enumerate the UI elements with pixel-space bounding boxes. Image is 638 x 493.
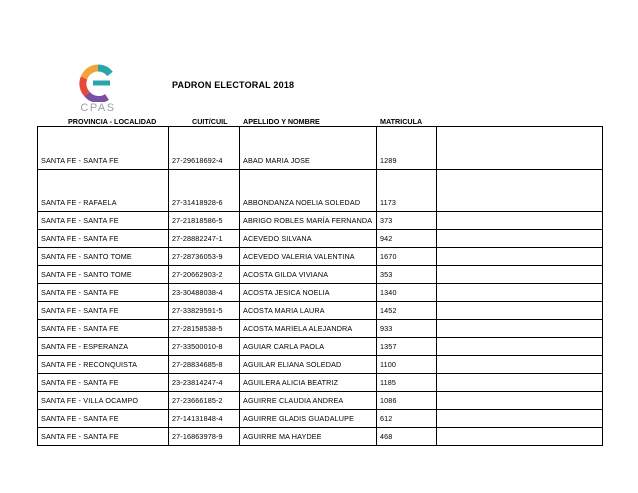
cell-nombre: ACEVEDO VALERIA VALENTINA: [240, 248, 377, 266]
header-matricula: MATRICULA: [380, 117, 423, 126]
cell-matricula: 1173: [377, 170, 437, 212]
table-row: [38, 170, 603, 212]
cell-matricula: 1340: [377, 284, 437, 302]
cell-provincia: SANTA FE - SANTA FE: [38, 127, 169, 170]
cell-matricula: 1086: [377, 392, 437, 410]
cell-cuit: 27-16863978-9: [169, 428, 240, 446]
cell-provincia: SANTA FE - SANTA FE: [38, 428, 169, 446]
cell-empty: [437, 230, 603, 248]
cell-cuit: 27-28158538-5: [169, 320, 240, 338]
cell-nombre: AGUIAR CARLA PAOLA: [240, 338, 377, 356]
table-row: [38, 356, 603, 374]
cell-nombre: ACOSTA MARIA LAURA: [240, 302, 377, 320]
table-row: [38, 428, 603, 446]
cell-nombre: ACEVEDO SILVANA: [240, 230, 377, 248]
cell-matricula: 1100: [377, 356, 437, 374]
table-row: [38, 266, 603, 284]
cell-empty: [437, 127, 603, 170]
table-row: [38, 392, 603, 410]
cell-matricula: 1452: [377, 302, 437, 320]
table-row: [38, 374, 603, 392]
table-row: [38, 212, 603, 230]
cell-cuit: 27-33500010-8: [169, 338, 240, 356]
cell-provincia: SANTA FE - SANTA FE: [38, 302, 169, 320]
cell-provincia: SANTA FE - SANTA FE: [38, 320, 169, 338]
padron-table: [37, 126, 603, 446]
cell-empty: [437, 356, 603, 374]
table-row: [38, 248, 603, 266]
header-provincia: PROVINCIA - LOCALIDAD: [68, 117, 157, 126]
table-row: [38, 230, 603, 248]
header-cuit: CUIT/CUIL: [192, 117, 228, 126]
cell-matricula: 933: [377, 320, 437, 338]
cell-nombre: ACOSTA GILDA VIVIANA: [240, 266, 377, 284]
cell-nombre: AGUIRRE GLADIS GUADALUPE: [240, 410, 377, 428]
cell-nombre: AGUILERA ALICIA BEATRIZ: [240, 374, 377, 392]
cell-cuit: 27-21818586-5: [169, 212, 240, 230]
page-title: PADRON ELECTORAL 2018: [172, 80, 295, 90]
cell-empty: [437, 284, 603, 302]
cell-cuit: 27-23666185-2: [169, 392, 240, 410]
cell-empty: [437, 266, 603, 284]
cpas-logo: [70, 64, 126, 118]
cell-matricula: 1357: [377, 338, 437, 356]
header-nombre: APELLIDO Y NOMBRE: [243, 117, 320, 126]
cell-matricula: 1185: [377, 374, 437, 392]
cell-nombre: ABRIGO ROBLES MARÍA FERNANDA: [240, 212, 377, 230]
table-row: [38, 410, 603, 428]
cell-provincia: SANTA FE - SANTA FE: [38, 212, 169, 230]
table-row: [38, 302, 603, 320]
cell-empty: [437, 410, 603, 428]
cell-cuit: 27-28736053-9: [169, 248, 240, 266]
cell-provincia: SANTA FE - RECONQUISTA: [38, 356, 169, 374]
cell-empty: [437, 374, 603, 392]
cell-cuit: 27-20662903-2: [169, 266, 240, 284]
cell-matricula: 1670: [377, 248, 437, 266]
cell-empty: [437, 248, 603, 266]
cell-cuit: 27-28882247-1: [169, 230, 240, 248]
cell-cuit: 27-33829591-5: [169, 302, 240, 320]
cell-provincia: SANTA FE - SANTA FE: [38, 374, 169, 392]
cell-empty: [437, 320, 603, 338]
cell-matricula: 373: [377, 212, 437, 230]
logo-text: CPAS: [80, 102, 116, 114]
cpas-logo-icon: [77, 64, 119, 102]
table-row: [38, 338, 603, 356]
cell-nombre: AGUIRRE MA HAYDEE: [240, 428, 377, 446]
cell-nombre: ACOSTA MARIELA ALEJANDRA: [240, 320, 377, 338]
cell-provincia: SANTA FE - SANTA FE: [38, 230, 169, 248]
cell-empty: [437, 302, 603, 320]
cell-empty: [437, 170, 603, 212]
cell-matricula: 1289: [377, 127, 437, 170]
cell-matricula: 942: [377, 230, 437, 248]
cell-empty: [437, 338, 603, 356]
cell-provincia: SANTA FE - ESPERANZA: [38, 338, 169, 356]
cell-cuit: 27-29618692-4: [169, 127, 240, 170]
cell-empty: [437, 428, 603, 446]
cell-provincia: SANTA FE - SANTO TOME: [38, 248, 169, 266]
cell-provincia: SANTA FE - RAFAELA: [38, 170, 169, 212]
cell-matricula: 353: [377, 266, 437, 284]
cell-nombre: ACOSTA JESICA NOELIA: [240, 284, 377, 302]
cell-cuit: 23-30488038-4: [169, 284, 240, 302]
cell-nombre: AGUIRRE CLAUDIA ANDREA: [240, 392, 377, 410]
cell-provincia: SANTA FE - SANTA FE: [38, 410, 169, 428]
table-row: [38, 127, 603, 170]
cell-nombre: ABAD MARIA JOSE: [240, 127, 377, 170]
cell-provincia: SANTA FE - SANTO TOME: [38, 266, 169, 284]
cell-matricula: 612: [377, 410, 437, 428]
cell-cuit: 27-31418928-6: [169, 170, 240, 212]
cell-empty: [437, 392, 603, 410]
cell-provincia: SANTA FE - VILLA OCAMPO: [38, 392, 169, 410]
cell-cuit: 27-14131848-4: [169, 410, 240, 428]
table-row: [38, 320, 603, 338]
cell-matricula: 468: [377, 428, 437, 446]
cell-provincia: SANTA FE - SANTA FE: [38, 284, 169, 302]
cell-cuit: 23-23814247-4: [169, 374, 240, 392]
cell-nombre: ABBONDANZA NOELIA SOLEDAD: [240, 170, 377, 212]
cell-nombre: AGUILAR ELIANA SOLEDAD: [240, 356, 377, 374]
cell-empty: [437, 212, 603, 230]
table-row: [38, 284, 603, 302]
cell-cuit: 27-28834685-8: [169, 356, 240, 374]
